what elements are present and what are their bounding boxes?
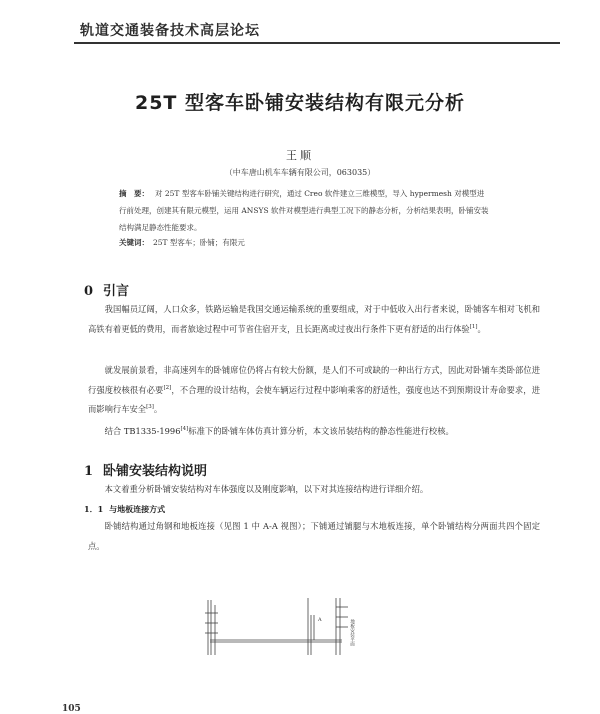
keywords-label: 关键词：: [119, 238, 149, 247]
section-heading-structure: [84, 460, 207, 479]
citation: [3]: [146, 404, 154, 411]
subsection-number: 1．1: [84, 504, 104, 514]
keywords: [119, 237, 499, 248]
author-name: 王顺: [286, 149, 314, 162]
citation: [2]: [163, 384, 172, 391]
citation: [4]: [180, 426, 189, 433]
figure-1-drawing: [200, 595, 400, 655]
figure-label-a: A: [318, 617, 322, 623]
paragraph: 卧铺结构通过角钢和地板连接（见图 1 中 A-A 视图）；下铺通过铺腿与木地板连接，单个卧铺结构分两面共四个固定点。: [88, 521, 540, 551]
paragraph-text: ，不合理的设计结构，会使车辆运行过程中影响乘客的舒适性，强度也达不到预期设计寿命要求，进而影响行车安全: [88, 384, 540, 414]
subsection-heading: [84, 504, 165, 515]
page-number: 105: [62, 704, 81, 714]
author-affiliation: （中车唐山机车车辆有限公司，063035）: [224, 168, 376, 177]
paragraph: [88, 361, 540, 420]
citation: [1]: [469, 323, 478, 330]
abstract: [119, 185, 489, 236]
paragraph-text: 。: [153, 404, 163, 414]
abstract-text: 对 25T 型客车卧铺关键结构进行研究，通过 Creo 软件建立三维模型，导入 hypermesh 对模型进行前处理，创建其有限元模型，运用 ANSYS 软件对模型进行典型工况下的静态分析，分析结果表明，卧铺安装结构满足静态性能要求。: [119, 189, 489, 232]
figure-label-floor: 地板安装平面: [349, 619, 355, 646]
paragraph-text: 就发展前景看，非高速列车的卧铺席位仍将占有较大份额，是人们不可或缺的一种出行方式，因此对卧铺车类卧部位进行强度校核很有必要: [88, 365, 540, 395]
paper-title: 25T 型客车卧铺安装结构有限元分析: [134, 92, 466, 114]
journal-header: 轨道交通装备技术高层论坛: [80, 23, 260, 39]
keywords-text: 25T 型客车；卧铺；有限元: [153, 238, 245, 247]
paragraph-text: 标准下的卧铺车体仿真计算分析，本文该吊装结构的静态性能进行校核。: [188, 426, 454, 436]
header-divider: [74, 42, 560, 44]
section-number: 1: [84, 464, 94, 479]
paragraph-text: 我国幅员辽阔，人口众多，铁路运输是我国交通运输系统的重要组成，对于中低收入出行者来说，卧铺客车相对飞机和高铁有着更低的费用，而者旅途过程中可节省住宿开支，且长距离或过夜出行条件下更有舒适的出行体验: [88, 304, 540, 334]
subsection-title: 与地板连接方式: [109, 504, 166, 514]
section-title: 引言: [103, 284, 130, 299]
paragraph: 本文着重分析卧铺安装结构对车体强度以及刚度影响，以下对其连接结构进行详细介绍。: [104, 484, 429, 494]
paragraph: [88, 422, 540, 442]
abstract-label: 摘 要：: [119, 189, 149, 198]
paragraph-text: 。: [477, 323, 486, 334]
section-number: 0: [84, 284, 94, 299]
paragraph-text: 结合 TB1335-1996: [104, 426, 181, 436]
paragraph: [88, 300, 540, 339]
section-heading-introduction: [84, 280, 129, 299]
section-title: 卧铺安装结构说明: [103, 464, 208, 479]
